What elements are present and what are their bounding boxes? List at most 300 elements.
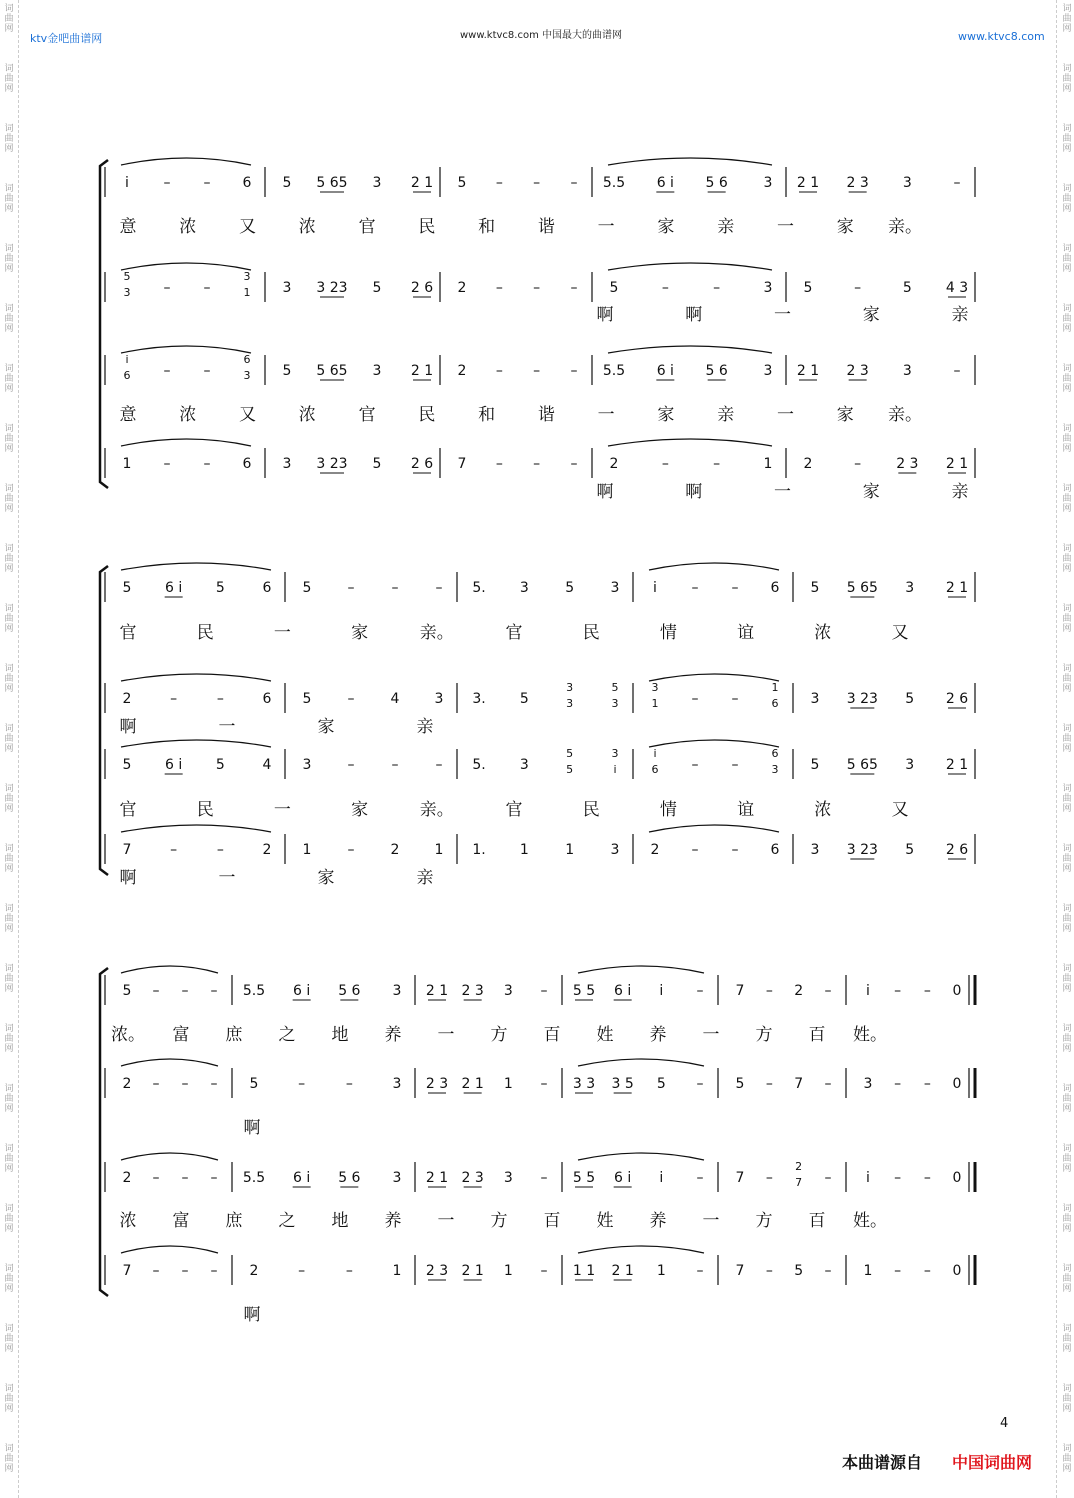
watermark-text: 词 曲 网 bbox=[1062, 1024, 1072, 1054]
note: 3 bbox=[372, 175, 382, 191]
note: – bbox=[163, 175, 171, 191]
note: – bbox=[181, 1170, 189, 1186]
lyric-syllable: 啊 bbox=[119, 868, 137, 888]
note: – bbox=[894, 1076, 902, 1092]
note: 3 3 bbox=[572, 1076, 596, 1092]
lyric-syllable: 一 bbox=[437, 1025, 455, 1045]
lyric-syllable: 富 bbox=[172, 1025, 190, 1045]
note: – bbox=[824, 1076, 832, 1092]
note: 3 bbox=[434, 691, 444, 707]
note: – bbox=[691, 580, 699, 596]
slur-arc bbox=[578, 966, 704, 973]
note: 5 bbox=[372, 280, 382, 296]
note: 1 bbox=[503, 1263, 513, 1279]
note: – bbox=[495, 456, 503, 472]
watermark-text: 词 曲 网 bbox=[1062, 304, 1072, 334]
header-left-link[interactable]: ktv金吧曲谱网 bbox=[30, 32, 103, 45]
note: – bbox=[696, 1076, 704, 1092]
note: 6 i bbox=[656, 175, 674, 191]
note: – bbox=[495, 175, 503, 191]
footer-source-label: 本曲谱源自 bbox=[842, 1453, 923, 1472]
note: 5 bbox=[905, 842, 915, 858]
note: 3 23 bbox=[316, 280, 348, 296]
watermark-text: 词 曲 网 bbox=[1062, 844, 1072, 874]
lyric-syllable: 方 bbox=[755, 1211, 773, 1231]
note: 7 bbox=[795, 1176, 803, 1189]
note: 5 bbox=[302, 691, 312, 707]
note: – bbox=[345, 1076, 353, 1092]
watermark-text: 词 曲 网 bbox=[4, 1204, 14, 1234]
note: – bbox=[765, 983, 773, 999]
lyric-syllable: 方 bbox=[490, 1025, 508, 1045]
note: 3 bbox=[863, 1076, 873, 1092]
slur-arc bbox=[121, 1059, 218, 1066]
watermark-text: 词 曲 网 bbox=[1062, 424, 1072, 454]
watermark-text: 词 曲 网 bbox=[4, 664, 14, 694]
note: 2 1 bbox=[425, 1170, 449, 1186]
slur-arc bbox=[649, 674, 779, 681]
note: 5. bbox=[472, 757, 486, 773]
note: – bbox=[824, 1170, 832, 1186]
note: 2 1 bbox=[461, 1076, 484, 1092]
note: 2 3 bbox=[896, 456, 919, 472]
lyric-syllable: 亲。 bbox=[888, 405, 922, 425]
footer-site-link[interactable]: 中国词曲网 bbox=[952, 1453, 1033, 1472]
watermark-text: 词 曲 网 bbox=[4, 1024, 14, 1054]
note: 3 bbox=[902, 363, 912, 379]
note: 2 6 bbox=[410, 280, 434, 296]
lyric-syllable: 家 bbox=[351, 800, 369, 820]
note: 5.5 bbox=[602, 175, 626, 191]
note: 5 5 bbox=[572, 1170, 596, 1186]
watermark-text: 词 曲 网 bbox=[1062, 1444, 1072, 1474]
note: – bbox=[298, 1076, 306, 1092]
note: 5 bbox=[282, 175, 292, 191]
lyric-syllable: 啊 bbox=[243, 1305, 261, 1325]
lyric-syllable: 民 bbox=[196, 800, 214, 820]
lyric-syllable: 又 bbox=[239, 217, 257, 237]
note: – bbox=[203, 175, 211, 191]
watermark-text: 词 曲 网 bbox=[4, 844, 14, 874]
lyric-syllable: 亲。 bbox=[419, 623, 454, 643]
lyric-syllable: 民 bbox=[196, 623, 214, 643]
note: 0 bbox=[952, 1076, 962, 1092]
watermark-text: 词 曲 网 bbox=[1062, 544, 1072, 574]
watermark-text: 词 曲 网 bbox=[1062, 964, 1072, 994]
note: – bbox=[854, 456, 862, 472]
slur-arc bbox=[608, 439, 772, 446]
note: 1 bbox=[565, 842, 575, 858]
note: 2 bbox=[122, 1076, 132, 1092]
slur-arc bbox=[121, 740, 271, 747]
note: 5 bbox=[302, 580, 312, 596]
note: 2 1 bbox=[945, 580, 969, 596]
note: – bbox=[731, 580, 739, 596]
note: 5. bbox=[472, 580, 486, 596]
lyric-syllable: 一 bbox=[218, 717, 236, 737]
note: 2 bbox=[650, 842, 660, 858]
note: 3 bbox=[651, 681, 659, 694]
lyric-syllable: 浓 bbox=[119, 1211, 137, 1231]
note: 3 bbox=[566, 681, 574, 694]
note: – bbox=[691, 757, 699, 773]
lyric-syllable: 家 bbox=[317, 868, 335, 888]
note: – bbox=[181, 1263, 189, 1279]
watermark-text: 词 曲 网 bbox=[4, 1264, 14, 1294]
note: 0 bbox=[952, 983, 962, 999]
note: 1 bbox=[651, 697, 659, 710]
watermark-text: 词 曲 网 bbox=[1062, 1204, 1072, 1234]
note: – bbox=[181, 983, 189, 999]
lyric-syllable: 浓 bbox=[814, 800, 832, 820]
note: – bbox=[347, 842, 355, 858]
lyric-syllable: 家 bbox=[657, 405, 675, 425]
watermark-text: 词 曲 网 bbox=[1062, 124, 1072, 154]
system-bracket bbox=[100, 566, 108, 875]
note: 1 bbox=[519, 842, 529, 858]
note: 7 bbox=[794, 1076, 804, 1092]
note: – bbox=[152, 1076, 160, 1092]
note: 3 bbox=[503, 983, 513, 999]
note: 3 bbox=[302, 757, 312, 773]
lyric-syllable: 亲。 bbox=[888, 217, 922, 237]
note: – bbox=[570, 175, 578, 191]
note: 7 bbox=[735, 983, 745, 999]
watermark-text: 词 曲 网 bbox=[1062, 1264, 1072, 1294]
note: 6 i bbox=[165, 757, 183, 773]
note: 2 3 bbox=[425, 1076, 449, 1092]
note: – bbox=[661, 280, 669, 296]
note: – bbox=[347, 691, 355, 707]
note: 7 bbox=[735, 1263, 745, 1279]
lyric-syllable: 方 bbox=[490, 1211, 508, 1231]
slur-arc bbox=[649, 740, 779, 747]
watermark-text: 词 曲 网 bbox=[4, 364, 14, 394]
lyric-syllable: 谊 bbox=[737, 800, 755, 820]
lyric-syllable: 意 bbox=[119, 217, 137, 237]
slur-arc bbox=[121, 563, 271, 570]
lyric-syllable: 百 bbox=[808, 1211, 826, 1231]
lyric-syllable: 浓 bbox=[179, 217, 197, 237]
note: – bbox=[731, 757, 739, 773]
lyric-syllable: 民 bbox=[582, 623, 600, 643]
note: 2 1 bbox=[461, 1263, 484, 1279]
slur-arc bbox=[578, 1246, 704, 1253]
lyric-syllable: 官 bbox=[505, 800, 523, 820]
note: 2 1 bbox=[425, 983, 449, 999]
slur-arc bbox=[121, 263, 251, 270]
note: 5 bbox=[122, 983, 132, 999]
lyric-syllable: 姓 bbox=[596, 1211, 614, 1231]
note: i bbox=[659, 1170, 664, 1186]
lyric-syllable: 情 bbox=[659, 623, 677, 643]
note: 0 bbox=[952, 1170, 962, 1186]
watermark-text: 词 曲 网 bbox=[1062, 64, 1072, 94]
note: – bbox=[435, 580, 443, 596]
note: 1 bbox=[771, 681, 779, 694]
lyric-syllable: 谊 bbox=[737, 623, 755, 643]
note: 6 bbox=[771, 697, 779, 710]
watermark-text: 词 曲 网 bbox=[4, 964, 14, 994]
note: 5 bbox=[566, 747, 574, 760]
note: – bbox=[953, 175, 961, 191]
lyric-syllable: 啊 bbox=[596, 305, 614, 325]
note: 2 3 bbox=[846, 175, 869, 191]
lyric-syllable: 一 bbox=[273, 623, 291, 643]
note: 5.5 bbox=[242, 1170, 266, 1186]
lyric-syllable: 又 bbox=[891, 623, 909, 643]
lyric-syllable: 家 bbox=[836, 405, 854, 425]
note: 3 bbox=[372, 363, 382, 379]
lyric-syllable: 亲 bbox=[951, 482, 969, 502]
watermark-text: 词 曲 网 bbox=[4, 184, 14, 214]
page-number: 4 bbox=[1000, 1416, 1009, 1431]
note: – bbox=[765, 1170, 773, 1186]
watermark-text: 词 曲 网 bbox=[4, 1084, 14, 1114]
lyric-syllable: 一 bbox=[273, 800, 291, 820]
note: – bbox=[298, 1263, 306, 1279]
note: – bbox=[661, 456, 669, 472]
note: 3 bbox=[123, 286, 131, 299]
watermark-text: 词 曲 网 bbox=[4, 1384, 14, 1414]
lyric-syllable: 官 bbox=[119, 623, 137, 643]
slur-arc bbox=[121, 1153, 218, 1160]
note: 7 bbox=[122, 1263, 132, 1279]
note: 3 bbox=[611, 747, 619, 760]
slur-arc bbox=[121, 158, 251, 165]
note: 5 65 bbox=[846, 757, 878, 773]
note: 3 bbox=[810, 842, 820, 858]
note: 3 bbox=[519, 757, 529, 773]
watermark-text: 词 曲 网 bbox=[4, 64, 14, 94]
watermark-text: 词 曲 网 bbox=[4, 544, 14, 574]
note: 3 bbox=[243, 270, 251, 283]
note: – bbox=[540, 1170, 548, 1186]
note: – bbox=[170, 691, 178, 707]
note: 1 bbox=[434, 842, 444, 858]
lyric-syllable: 和 bbox=[478, 405, 496, 425]
note: 4 bbox=[262, 757, 272, 773]
note: 2 bbox=[794, 983, 804, 999]
note: 5 bbox=[122, 757, 132, 773]
watermark-text: 词 曲 网 bbox=[1062, 244, 1072, 274]
note: – bbox=[765, 1076, 773, 1092]
note: 2 1 bbox=[796, 363, 820, 379]
note: i bbox=[866, 1170, 870, 1186]
note: – bbox=[203, 363, 211, 379]
note: 2 bbox=[457, 363, 467, 379]
note: 2 bbox=[122, 1170, 132, 1186]
slur-arc bbox=[121, 346, 251, 353]
note: i bbox=[613, 763, 617, 776]
lyric-syllable: 一 bbox=[597, 217, 615, 237]
note: 2 6 bbox=[945, 691, 969, 707]
watermark-text: 词 曲 网 bbox=[4, 244, 14, 274]
watermark-text: 词 曲 网 bbox=[1062, 484, 1072, 514]
lyric-syllable: 官 bbox=[358, 217, 376, 237]
note: 5 5 bbox=[572, 983, 596, 999]
note: 5 bbox=[902, 280, 912, 296]
watermark-text: 词 曲 网 bbox=[1062, 904, 1072, 934]
lyric-syllable: 家 bbox=[836, 217, 854, 237]
note: 5 6 bbox=[705, 363, 728, 379]
note: 2 bbox=[262, 842, 272, 858]
note: 6 i bbox=[293, 983, 311, 999]
slur-arc bbox=[649, 563, 779, 570]
note: – bbox=[570, 456, 578, 472]
note: 5 bbox=[609, 280, 619, 296]
note: – bbox=[533, 280, 541, 296]
note: 6 i bbox=[165, 580, 183, 596]
note: 3 bbox=[282, 456, 292, 472]
lyric-syllable: 养 bbox=[384, 1211, 402, 1231]
note: – bbox=[152, 1170, 160, 1186]
note: 3 bbox=[905, 580, 915, 596]
note: – bbox=[894, 983, 902, 999]
note: 3 23 bbox=[846, 842, 878, 858]
note: 5.5 bbox=[602, 363, 626, 379]
note: – bbox=[391, 757, 399, 773]
system-bracket bbox=[100, 968, 108, 1296]
note: 6 i bbox=[614, 983, 632, 999]
lyric-syllable: 浓 bbox=[814, 623, 832, 643]
lyric-syllable: 家 bbox=[862, 482, 880, 502]
note: – bbox=[210, 1263, 218, 1279]
note: 3 23 bbox=[846, 691, 878, 707]
note: – bbox=[570, 280, 578, 296]
note: 6 bbox=[262, 691, 272, 707]
note: 2 bbox=[803, 456, 813, 472]
note: 2 bbox=[609, 456, 619, 472]
note: 2 bbox=[390, 842, 400, 858]
note: – bbox=[152, 1263, 160, 1279]
note: – bbox=[713, 456, 721, 472]
note: – bbox=[923, 1076, 931, 1092]
lyric-syllable: 一 bbox=[774, 305, 791, 325]
lyric-syllable: 一 bbox=[437, 1211, 455, 1231]
note: – bbox=[691, 842, 699, 858]
lyric-syllable: 姓。 bbox=[853, 1025, 887, 1045]
lyric-syllable: 亲。 bbox=[419, 800, 454, 820]
lyric-syllable: 家 bbox=[351, 623, 369, 643]
system-bracket bbox=[100, 160, 108, 488]
lyric-syllable: 浓 bbox=[298, 217, 316, 237]
lyric-syllable: 养 bbox=[649, 1025, 667, 1045]
note: – bbox=[210, 1076, 218, 1092]
lyric-syllable: 一 bbox=[218, 868, 236, 888]
lyric-syllable: 亲 bbox=[717, 405, 735, 425]
lyric-syllable: 啊 bbox=[685, 482, 703, 502]
lyric-syllable: 一 bbox=[702, 1025, 720, 1045]
note: 1 1 bbox=[572, 1263, 596, 1279]
note: – bbox=[163, 280, 171, 296]
lyric-syllable: 地 bbox=[331, 1025, 349, 1045]
note: 3 bbox=[566, 697, 574, 710]
note: 5 6 bbox=[338, 983, 361, 999]
slur-arc bbox=[121, 439, 251, 446]
note: 5 bbox=[735, 1076, 745, 1092]
watermark-text: 词 曲 网 bbox=[4, 1144, 14, 1174]
note: 5 bbox=[215, 757, 225, 773]
note: – bbox=[923, 1263, 931, 1279]
note: – bbox=[533, 175, 541, 191]
lyric-syllable: 啊 bbox=[685, 305, 703, 325]
note: i bbox=[125, 353, 129, 366]
note: 3 bbox=[282, 280, 292, 296]
lyric-syllable: 情 bbox=[659, 800, 677, 820]
note: 2 6 bbox=[410, 456, 434, 472]
note: 1 bbox=[243, 286, 251, 299]
header-right-link[interactable]: www.ktvc8.com bbox=[958, 30, 1045, 43]
note: i bbox=[866, 983, 870, 999]
note: 2 1 bbox=[611, 1263, 634, 1279]
lyric-syllable: 浓 bbox=[179, 405, 197, 425]
note: 5 6 bbox=[705, 175, 728, 191]
lyric-syllable: 家 bbox=[657, 217, 675, 237]
note: – bbox=[696, 1170, 704, 1186]
note: – bbox=[923, 983, 931, 999]
note: 1 bbox=[392, 1263, 402, 1279]
note: 0 bbox=[952, 1263, 962, 1279]
note: – bbox=[210, 983, 218, 999]
note: – bbox=[495, 280, 503, 296]
note: – bbox=[894, 1170, 902, 1186]
slur-arc bbox=[121, 674, 271, 681]
note: 1 bbox=[656, 1263, 666, 1279]
lyric-syllable: 一 bbox=[702, 1211, 720, 1231]
note: 3 bbox=[243, 369, 251, 382]
note: 3 bbox=[610, 842, 620, 858]
note: 3 bbox=[503, 1170, 513, 1186]
header-center-text: www.ktvc8.com 中国最大的曲谱网 bbox=[460, 30, 623, 41]
lyric-syllable: 和 bbox=[478, 217, 496, 237]
watermark-text: 词 曲 网 bbox=[4, 904, 14, 934]
watermark-text: 词 曲 网 bbox=[4, 724, 14, 754]
note: 5.5 bbox=[242, 983, 266, 999]
note: i bbox=[125, 175, 129, 191]
note: 3 bbox=[392, 983, 402, 999]
watermark-text: 词 曲 网 bbox=[4, 784, 14, 814]
lyric-syllable: 民 bbox=[582, 800, 600, 820]
lyric-syllable: 浓。 bbox=[111, 1025, 145, 1045]
note: – bbox=[923, 1170, 931, 1186]
note: – bbox=[216, 691, 224, 707]
lyric-syllable: 姓。 bbox=[853, 1211, 887, 1231]
note: 4 bbox=[390, 691, 400, 707]
note: 3 bbox=[763, 280, 773, 296]
lyric-syllable: 又 bbox=[239, 405, 257, 425]
lyric-syllable: 又 bbox=[891, 800, 909, 820]
slur-arc bbox=[578, 1059, 704, 1066]
note: – bbox=[203, 456, 211, 472]
note: i bbox=[653, 747, 657, 760]
note: 7 bbox=[457, 456, 467, 472]
note: 5 bbox=[457, 175, 467, 191]
watermark-text: 词 曲 网 bbox=[1062, 364, 1072, 394]
lyric-syllable: 一 bbox=[774, 482, 791, 502]
slur-arc bbox=[121, 966, 218, 973]
watermark-text: 词 曲 网 bbox=[1062, 1324, 1072, 1354]
note: 3 bbox=[771, 763, 779, 776]
watermark-text: 词 曲 网 bbox=[4, 424, 14, 454]
slur-arc bbox=[608, 346, 772, 353]
note: 6 bbox=[242, 456, 252, 472]
note: 5 bbox=[905, 691, 915, 707]
note: i bbox=[659, 983, 664, 999]
note: – bbox=[435, 757, 443, 773]
watermark-text: 词 曲 网 bbox=[1062, 1084, 1072, 1114]
note: 3 bbox=[611, 697, 619, 710]
